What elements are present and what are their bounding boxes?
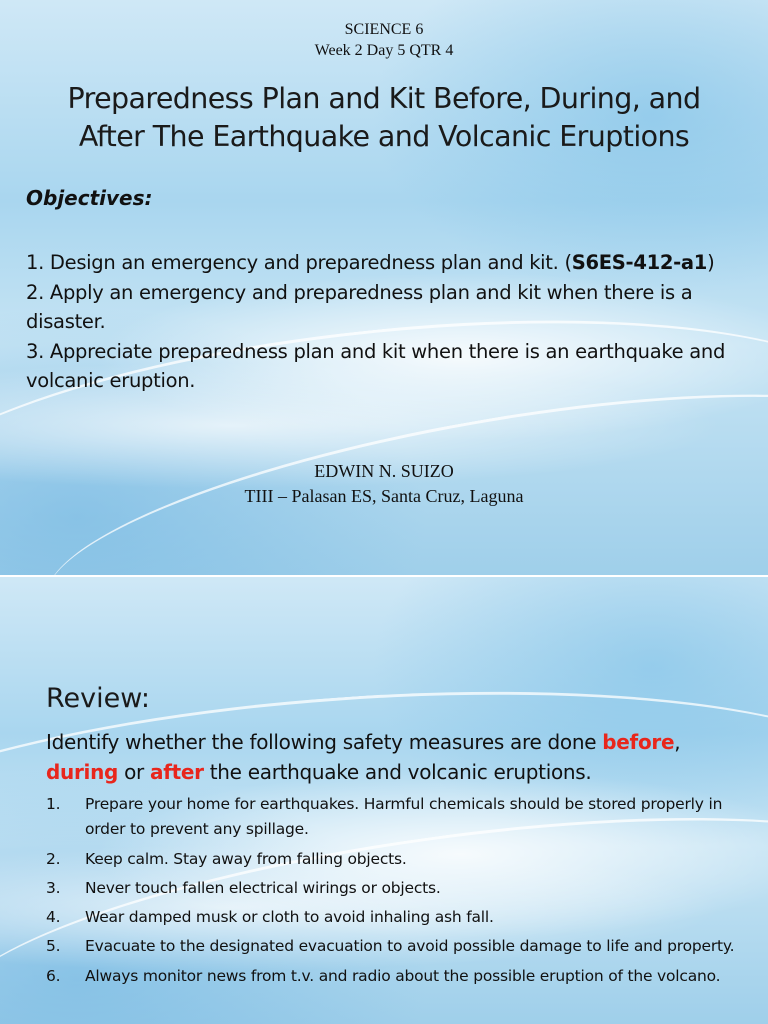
- intro-text-end: the earthquake and volcanic eruptions.: [203, 760, 592, 784]
- list-item: [46, 792, 736, 842]
- review-heading: Review:: [46, 683, 150, 714]
- item-number: 1.: [46, 795, 61, 813]
- intro-comma: ,: [674, 730, 681, 754]
- item-number: 5.: [46, 937, 61, 955]
- competency-code: S6ES-412-a1: [571, 251, 708, 274]
- slide-title-line2: After The Earthquake and Volcanic Eruptions: [78, 120, 690, 153]
- list-item: [46, 964, 736, 989]
- keyword-during: during: [46, 760, 119, 784]
- keyword-after: after: [150, 760, 204, 784]
- keyword-before: before: [602, 730, 675, 754]
- objective-1: [26, 248, 746, 278]
- intro-text: Identify whether the following safety measures are done: [46, 730, 603, 754]
- item-number: 4.: [46, 908, 61, 926]
- list-item: [46, 847, 736, 872]
- slide-title: [0, 80, 768, 156]
- item-text: Always monitor news from t.v. and radio about the possible eruption of the volcano.: [85, 967, 721, 985]
- item-number: 3.: [46, 879, 61, 897]
- item-text: Evacuate to the designated evacuation to avoid possible damage to life and property.: [85, 937, 735, 955]
- review-items-list: [46, 792, 736, 989]
- objective-1-close: ): [707, 251, 715, 274]
- list-item: [46, 876, 736, 901]
- item-text: Prepare your home for earthquakes. Harmful chemicals should be stored properly in order to prevent any spillage.: [85, 795, 723, 838]
- review-slide: [0, 575, 768, 1024]
- item-number: 6.: [46, 967, 61, 985]
- author-name: EDWIN N. SUIZO: [314, 461, 454, 481]
- objective-2: 2. Apply an emergency and preparedness plan and kit when there is a disaster.: [26, 280, 693, 333]
- objective-3: 3. Appreciate preparedness plan and kit when there is an earthquake and volcanic eruption.: [26, 339, 726, 392]
- list-item: [46, 934, 736, 959]
- objective-1-text: 1. Design an emergency and preparedness plan and kit. (: [26, 251, 572, 274]
- schedule-label: Week 2 Day 5 QTR 4: [314, 42, 454, 59]
- objectives-heading: Objectives:: [26, 186, 153, 210]
- intro-or: or: [118, 760, 151, 784]
- item-text: Never touch fallen electrical wirings or objects.: [85, 879, 441, 897]
- item-text: Wear damped musk or cloth to avoid inhaling ash fall.: [85, 908, 494, 926]
- review-instructions: [46, 727, 746, 787]
- item-number: 2.: [46, 850, 61, 868]
- subject-label: SCIENCE 6: [344, 21, 424, 38]
- author-affiliation: TIII – Palasan ES, Santa Cruz, Laguna: [244, 486, 524, 506]
- objectives-list: [26, 248, 746, 396]
- list-item: [46, 905, 736, 930]
- slide-title-line1: Preparedness Plan and Kit Before, During, and: [67, 82, 701, 115]
- item-text: Keep calm. Stay away from falling objects.: [85, 850, 407, 868]
